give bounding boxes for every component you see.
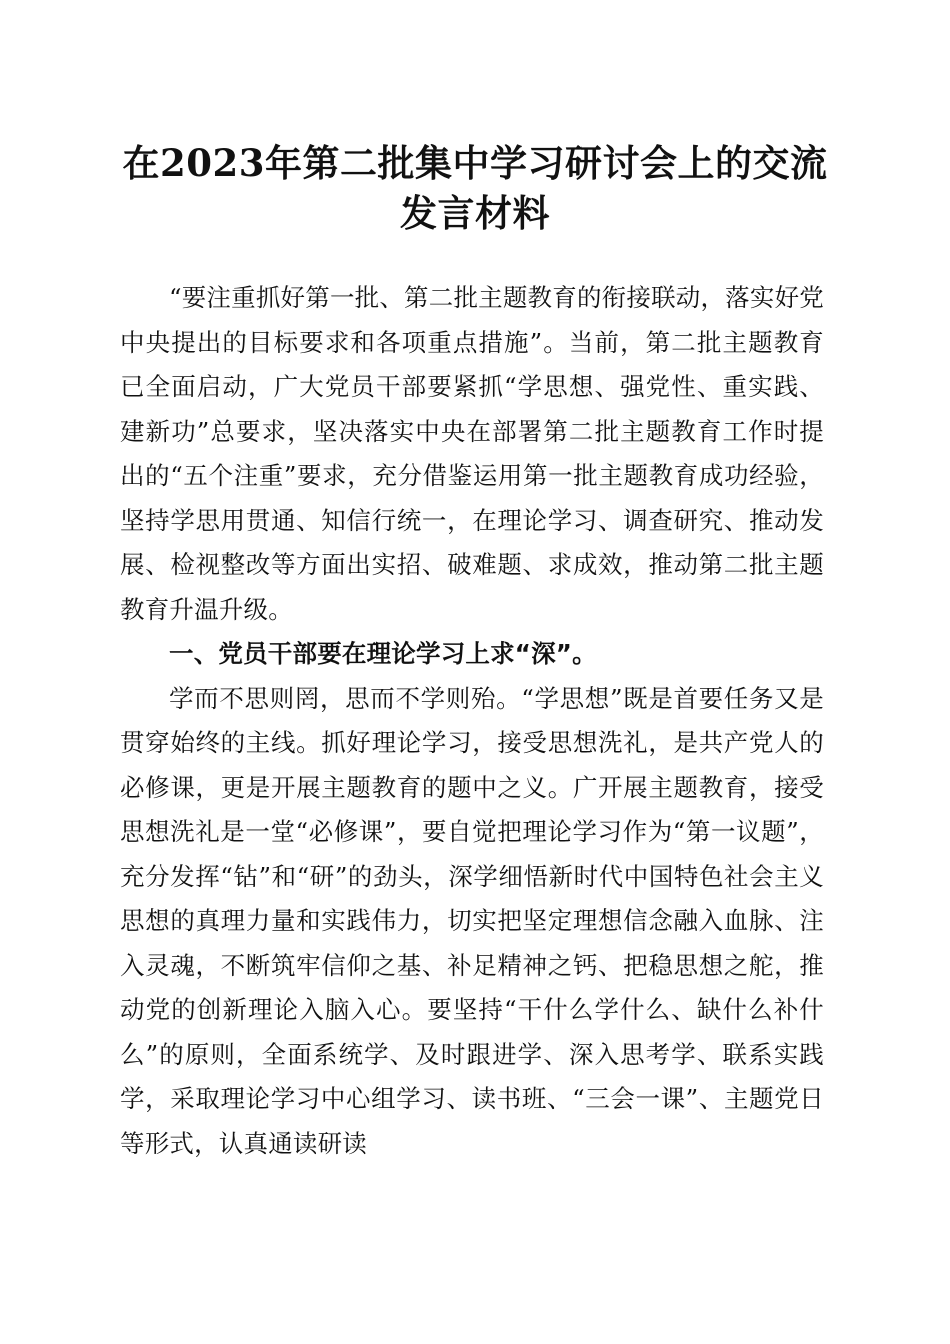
section-paragraph-1: 学而不思则罔，思而不学则殆。“学思想”既是首要任务又是贯穿始终的主线。抓好理论学习，接受思想洗礼，是共产党人的必修课，更是开展主题教育的题中之义。广开展主题教育，接受思想洗礼是一堂“必修课”，要自觉把理论学习作为“第一议题”，充分发挥“钻”和“研”的劲头，深学细悟新时代中国特色社会主义思想的真理力量和实践伟力，切实把坚定理想信念融入血脉、注入灵魂，不断筑牢信仰之基、补足精神之钙、把稳思想之舵，推动党的创新理论入脑入心。要坚持“干什么学什么、缺什么补什么”的原则，全面系统学、及时跟进学、深入思考学、联系实践学，采取理论学习中心组学习、读书班、“三会一课”、主题党日等形式，认真通读研读 xyxy=(120,683,824,1158)
intro-paragraph: “要注重抓好第一批、第二批主题教育的衔接联动，落实好党中央提出的目标要求和各项重点措施”。当前，第二批主题教育已全面启动，广大党员干部要紧抓“学思想、强党性、重实践、建新功”总要求，坚决落实中央在部署第二批主题教育工作时提出的“五个注重”要求，充分借鉴运用第一批主题教育成功经验，坚持学思用贯通、知信行统一，在理论学习、调查研究、推动发展、检视整改等方面出实招、破难题、求成效，推动第二批主题教育升温升级。 xyxy=(120,283,824,624)
document-body xyxy=(120,276,824,1166)
section-heading-1: 一、党员干部要在理论学习上求“深”。 xyxy=(169,639,597,668)
document-title: 在2023年第二批集中学习研讨会上的交流发言材料 xyxy=(122,141,828,235)
